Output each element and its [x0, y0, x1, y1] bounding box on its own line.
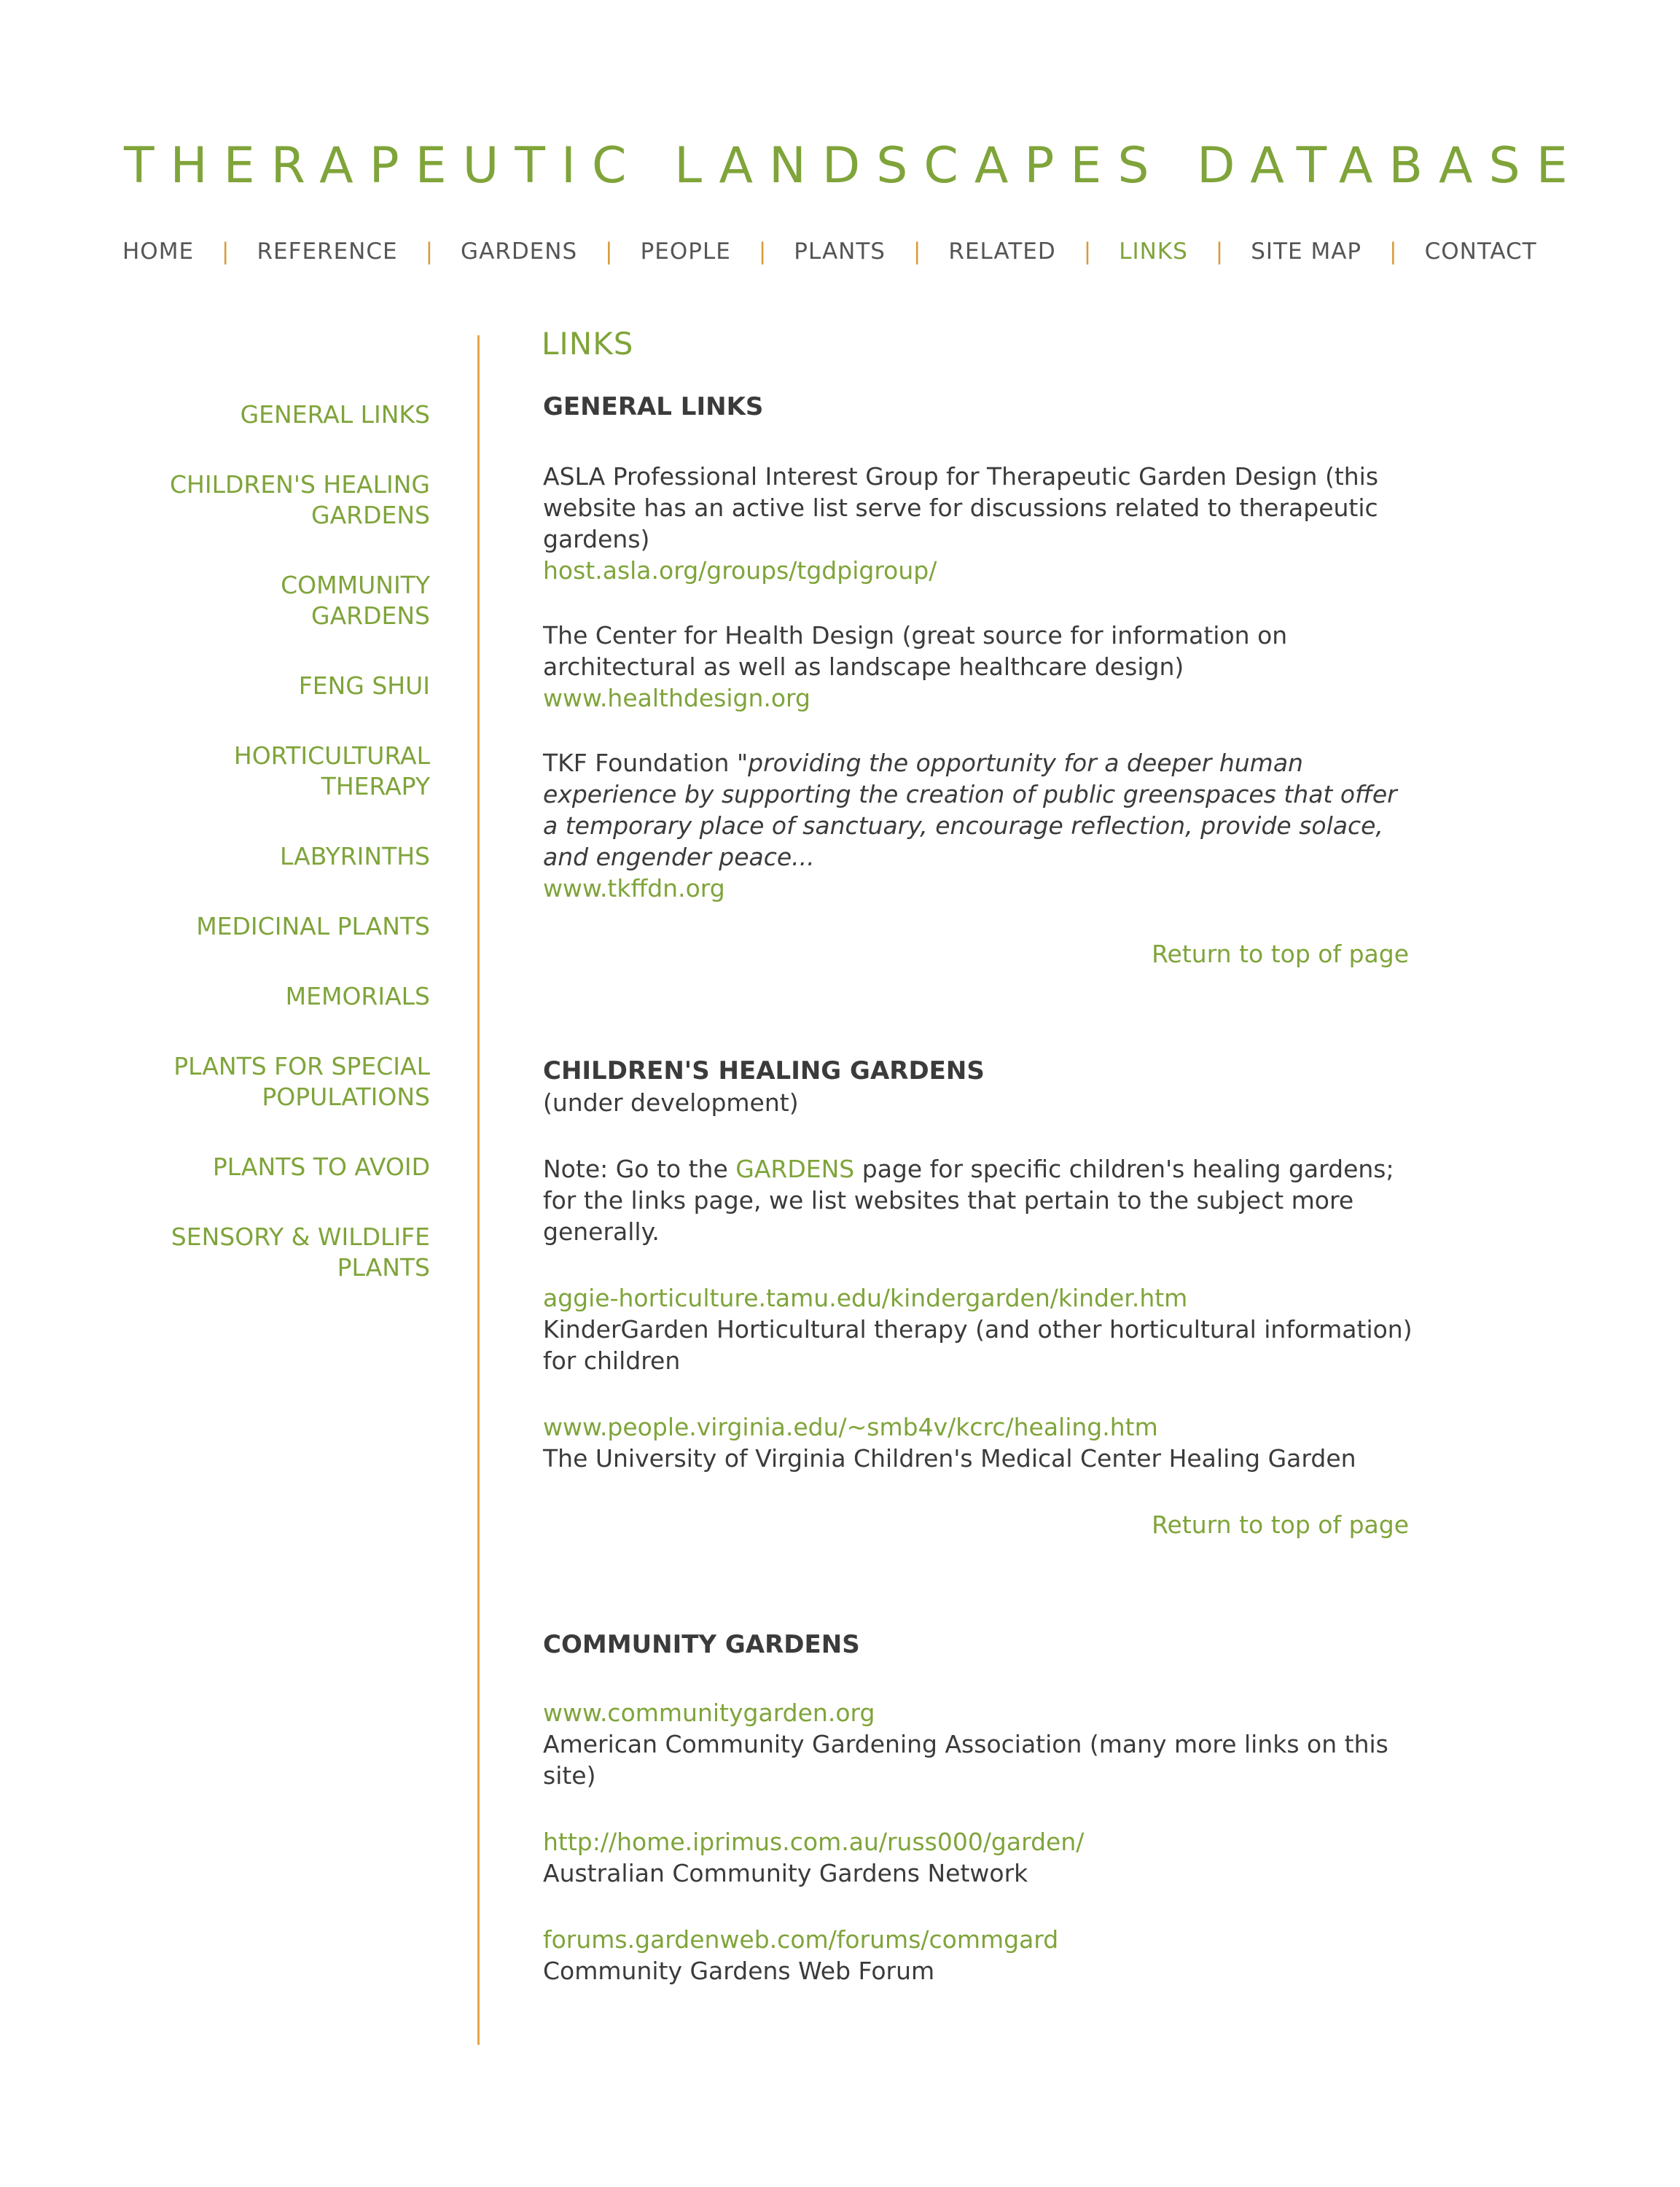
section-title-community-gardens: COMMUNITY GARDENS [543, 1630, 860, 1659]
tkf-name: TKF Foundation [543, 749, 730, 777]
column-divider [477, 335, 480, 2045]
kindergarden-link[interactable]: aggie-horticulture.tamu.edu/kindergarden/kinder.htm [543, 1284, 1188, 1312]
uva-healing-link[interactable]: www.people.virginia.edu/~smb4v/kcrc/healing.htm [543, 1413, 1158, 1441]
asla-link[interactable]: host.asla.org/groups/tgdpigroup/ [543, 556, 937, 585]
section-title-childrens-healing-gardens: CHILDREN'S HEALING GARDENS [543, 1056, 985, 1085]
community-garden-link[interactable]: www.communitygarden.org [543, 1699, 875, 1727]
sidebar-item-labyrinths[interactable]: LABYRINTHS [280, 842, 430, 870]
childrens-note: Note: Go to the GARDENS page for specific children's healing gardens; for the links page, we list websites that pertain to the subject more generally. [543, 1155, 1394, 1246]
sidebar-item-memorials[interactable]: MEMORIALS [285, 982, 430, 1010]
gardenweb-forum-description: Community Gardens Web Forum [543, 1957, 935, 1985]
sidebar-item-plants-for-special-populations[interactable]: PLANTS FOR SPECIAL POPULATIONS [173, 1052, 430, 1111]
sidebar-item-plants-to-avoid[interactable]: PLANTS TO AVOID [212, 1153, 430, 1181]
uva-healing-description: The University of Virginia Children's Medical Center Healing Garden [543, 1444, 1356, 1473]
sidebar-item-medicinal-plants[interactable]: MEDICINAL PLANTS [196, 912, 430, 940]
nav-separator: | [222, 238, 230, 265]
australian-gardens-description: Australian Community Gardens Network [543, 1859, 1028, 1887]
community-garden-description: American Community Gardening Association (many more links on this site) [543, 1730, 1388, 1790]
nav-separator: | [1215, 238, 1224, 265]
chd-description: The Center for Health Design (great source for information on architectural as well as landscape healthcare design) [543, 621, 1288, 681]
nav-links[interactable]: LINKS [1119, 238, 1188, 265]
gardens-inline-link[interactable]: GARDENS [735, 1155, 855, 1183]
nav-separator: | [1083, 238, 1092, 265]
nav-separator: | [425, 238, 434, 265]
nav-contact[interactable]: CONTACT [1424, 238, 1537, 265]
return-to-top-link[interactable]: Return to top of page [1152, 1510, 1409, 1539]
nav-separator: | [913, 238, 921, 265]
nav-separator: | [605, 238, 613, 265]
sidebar-item-feng-shui[interactable]: FENG SHUI [298, 671, 430, 700]
tkf-description [543, 747, 1418, 873]
top-nav [122, 238, 1537, 265]
nav-reference[interactable]: REFERENCE [257, 238, 398, 265]
main-content [543, 328, 1418, 1987]
asla-description: ASLA Professional Interest Group for Therapeutic Garden Design (this website has an active list serve for discussions related to therapeutic gardens) [543, 462, 1379, 553]
sidebar-item-general-links[interactable]: GENERAL LINKS [240, 400, 430, 429]
nav-related[interactable]: RELATED [948, 238, 1056, 265]
site-title: THERAPEUTIC LANDSCAPES DATABASE [124, 137, 1584, 195]
nav-separator: | [758, 238, 767, 265]
sidebar-item-childrens-healing-gardens[interactable]: CHILDREN'S HEALING GARDENS [170, 470, 430, 529]
chd-link[interactable]: www.healthdesign.org [543, 684, 810, 712]
nav-site-map[interactable]: SITE MAP [1251, 238, 1362, 265]
sidebar-item-horticultural-therapy[interactable]: HORTICULTURAL THERAPY [233, 741, 430, 800]
sidebar-item-sensory-wildlife-plants[interactable]: SENSORY & WILDLIFE PLANTS [171, 1223, 430, 1282]
nav-gardens[interactable]: GARDENS [461, 238, 578, 265]
section-subtitle: (under development) [543, 1088, 799, 1117]
sidebar [109, 399, 430, 1322]
page-title: LINKS [542, 326, 634, 362]
kindergarden-description: KinderGarden Horticultural therapy (and other horticultural information) for children [543, 1315, 1413, 1375]
nav-separator: | [1389, 238, 1397, 265]
sidebar-item-community-gardens[interactable]: COMMUNITY GARDENS [281, 571, 430, 630]
tkf-link[interactable]: www.tkffdn.org [543, 874, 725, 903]
gardenweb-forum-link[interactable]: forums.gardenweb.com/forums/commgard [543, 1925, 1059, 1954]
australian-gardens-link[interactable]: http://home.iprimus.com.au/russ000/garden/ [543, 1828, 1085, 1856]
nav-plants[interactable]: PLANTS [794, 238, 886, 265]
tkf-quote: "providing the opportunity for a deeper human experience by supporting the creation of public greenspaces that offer a temporary place of sanctuary, encourage reflection, provide solace, and engender peace... [543, 749, 1397, 871]
nav-people[interactable]: PEOPLE [640, 238, 731, 265]
section-title-general-links: GENERAL LINKS [543, 392, 764, 421]
return-to-top-link[interactable]: Return to top of page [1152, 940, 1409, 968]
nav-home[interactable]: HOME [122, 238, 195, 265]
